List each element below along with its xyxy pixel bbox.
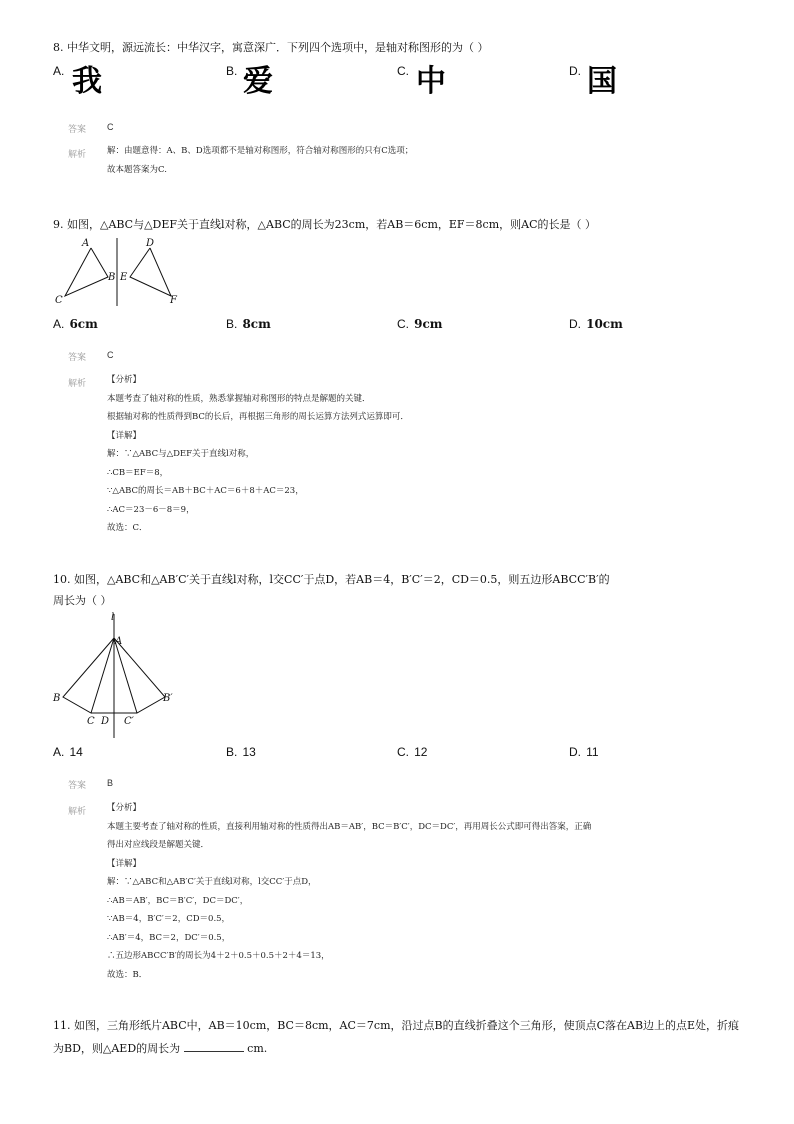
q9-solution <box>107 371 409 538</box>
q8-option-a-label: A. <box>53 64 65 78</box>
solution-line: 解：∵△ABC和△AB′C′关于直线l对称，l交CC′于点D， <box>107 877 317 887</box>
q10-analysis-label: 解析 <box>68 806 87 816</box>
q8-option-b-label: B. <box>226 64 238 78</box>
solution-line: 【分析】 <box>107 803 142 813</box>
solution-line: 解：∵△ABC与△DEF关于直线l对称， <box>107 449 255 459</box>
q9-answer-value: C <box>107 350 114 360</box>
q9-analysis-label: 解析 <box>68 378 87 388</box>
q11-stem-pre: 为BD，则△AED的周长为 <box>53 1042 181 1055</box>
label-b: B <box>108 272 116 283</box>
q8-option-a-glyph: 我 <box>72 64 102 99</box>
q8-answer-value: C <box>107 122 114 132</box>
label-d: D <box>146 238 155 249</box>
option-value: 6cm <box>69 317 98 331</box>
solution-line: 解：由题意得：A、B、D选项都不是轴对称图形，符合轴对称图形的只有C选项； <box>107 146 414 156</box>
label-f: F <box>170 295 177 306</box>
solution-line: 【详解】 <box>107 430 142 441</box>
solution-line: 本题考查了轴对称的性质，熟悉掌握轴对称图形的特点是解题的关键． <box>107 393 371 404</box>
q10-figure <box>50 610 190 740</box>
q9-option-a <box>53 313 98 332</box>
q9-stem: 9. 如图，△ABC与△DEF关于直线l对称，△ABC的周长为23cm，若AB＝6cm，EF＝8cm，则AC的长是（ ） <box>53 218 596 231</box>
solution-line: 故本题答案为C. <box>107 164 167 175</box>
solution-line: ∴AB′＝4，BC＝2，DC′＝0.5， <box>107 932 231 943</box>
option-value: 9cm <box>414 317 443 331</box>
q8-option-c-glyph: 中 <box>416 64 446 99</box>
label-c: C <box>55 295 63 306</box>
option-value: 10cm <box>586 317 623 331</box>
solution-line: 【分析】 <box>107 375 142 385</box>
q9-option-d <box>569 313 623 332</box>
option-label: A. <box>53 745 65 759</box>
option-value: 14 <box>69 745 83 759</box>
option-value: 8cm <box>242 317 271 331</box>
triangle-abc <box>65 248 108 296</box>
solution-line: ∴AC＝23－6－8＝9， <box>107 504 195 515</box>
solution-line: ∵AB＝4，B′C′＝2，CD＝0.5， <box>107 914 231 924</box>
label-b: B <box>53 693 61 704</box>
q8-option-d-label: D. <box>569 64 581 78</box>
label-e: E <box>120 272 128 283</box>
q11-stem-line2 <box>53 1041 267 1057</box>
option-value: 11 <box>586 745 599 759</box>
solution-line: 得出对应线段是解题关键． <box>107 840 210 850</box>
q11-stem-line1: 11. 如图，三角形纸片ABC中，AB＝10cm，BC＝8cm，AC＝7cm，沿过点B的直线折叠这个三角形，使顶点C落在AB边上的点E处，折痕 <box>53 1019 740 1032</box>
solution-line: 本题主要考查了轴对称的性质，直接利用轴对称的性质得出AB＝AB′，BC＝B′C′，DC＝DC′，再用周长公式即可得出答案，正确 <box>107 821 592 832</box>
option-value: 12 <box>414 745 428 759</box>
option-label: B. <box>226 317 238 331</box>
q11-stem-post: cm. <box>247 1042 268 1055</box>
option-label: B. <box>226 745 238 759</box>
q8-answer-label: 答案 <box>68 124 87 134</box>
q8-stem: 8. 中华文明，源远流长：中华汉字，寓意深广．下列四个选项中，是轴对称图形的为（ ） <box>53 41 489 54</box>
solution-line: ∴CB＝EF＝8， <box>107 467 169 478</box>
option-value: 13 <box>242 745 256 759</box>
solution-line: 故选：C． <box>107 523 148 533</box>
q9-figure <box>52 234 187 308</box>
q10-stem-line2: 周长为（ ） <box>53 594 112 607</box>
q10-option-b <box>226 741 256 760</box>
option-label: C. <box>397 745 409 759</box>
q8-solution <box>107 142 413 179</box>
q8-option-c-label: C. <box>397 64 409 78</box>
q8-analysis-label: 解析 <box>68 149 87 159</box>
label-d: D <box>101 716 110 727</box>
solution-line: 【详解】 <box>107 858 142 869</box>
q10-option-a <box>53 741 83 760</box>
triangle-abc <box>63 638 114 713</box>
label-b-prime: B′ <box>163 693 173 704</box>
q10-solution <box>107 799 591 984</box>
solution-line: 故选：B． <box>107 969 148 980</box>
q9-answer-label: 答案 <box>68 352 87 362</box>
label-a: A <box>115 636 123 647</box>
label-l: l <box>111 612 115 623</box>
q8-option-d-glyph: 国 <box>587 64 617 99</box>
q10-option-d <box>569 741 599 760</box>
q10-answer-label: 答案 <box>68 780 87 790</box>
option-label: C. <box>397 317 409 331</box>
triangle-def <box>130 248 171 296</box>
q8-option-b-glyph: 爱 <box>243 64 273 99</box>
label-c: C <box>87 716 95 727</box>
solution-line: ∵△ABC的周长＝AB＋BC＋AC＝6＋8＋AC＝23， <box>107 486 304 496</box>
q10-answer-value: B <box>107 778 114 788</box>
option-label: D. <box>569 745 581 759</box>
triangle-ab-prime-c-prime <box>114 638 165 713</box>
label-c-prime: C′ <box>124 716 134 727</box>
solution-line: ∴AB＝AB′，BC＝B′C′，DC＝DC′， <box>107 895 249 906</box>
q9-option-b <box>226 313 271 332</box>
q11-answer-blank[interactable] <box>184 1041 244 1052</box>
q9-option-c <box>397 313 442 332</box>
solution-line: ∴五边形ABCC′B′的周长为4＋2＋0.5＋0.5＋2＋4＝13， <box>107 951 330 961</box>
option-label: A. <box>53 317 65 331</box>
solution-line: 根据轴对称的性质得到BC的长后，再根据三角形的周长运算方法列式运算即可． <box>107 412 409 422</box>
label-a: A <box>82 238 90 249</box>
q10-option-c <box>397 741 427 760</box>
option-label: D. <box>569 317 581 331</box>
q10-stem-line1: 10. 如图，△ABC和△AB′C′关于直线l对称，l交CC′于点D，若AB＝4，B′C′＝2，CD＝0.5，则五边形ABCC′B′的 <box>53 573 610 586</box>
